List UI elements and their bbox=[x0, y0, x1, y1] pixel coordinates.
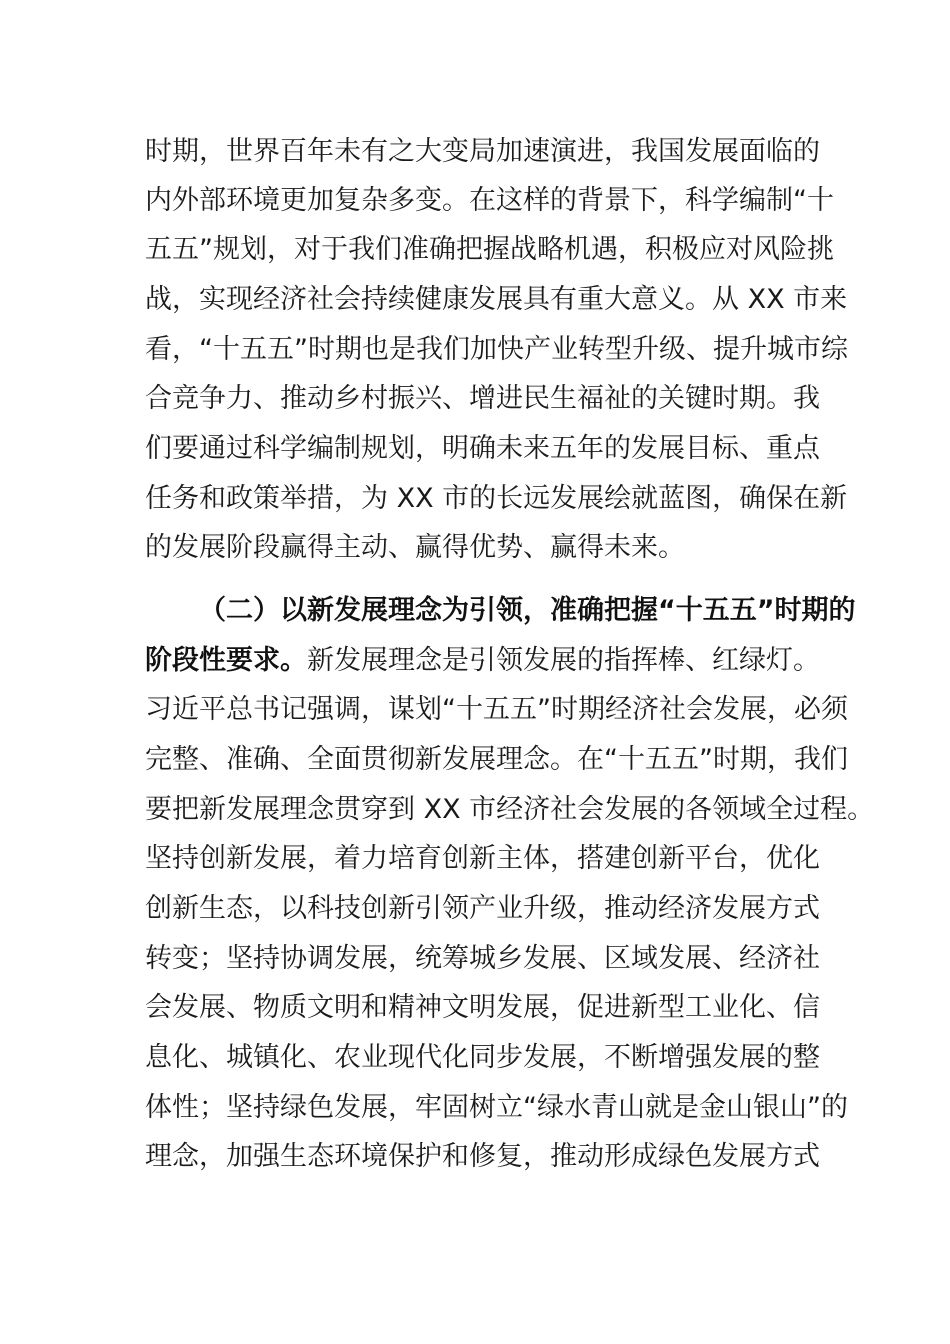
text-line: 转变；坚持协调发展，统筹城乡发展、区域发展、经济社 bbox=[145, 943, 820, 974]
text-line bbox=[145, 641, 845, 681]
text-line: 理念，加强生态环境保护和修复，推动形成绿色发展方式 bbox=[145, 1141, 820, 1172]
section-heading: （二）以新发展理念为引领，准确把握“十五五”时期的 bbox=[199, 595, 856, 626]
text-line: 看，“十五五”时期也是我们加快产业转型升级、提升城市综 bbox=[145, 334, 848, 365]
text-line: 合竞争力、推动乡村振兴、增进民生福祉的关键时期。我 bbox=[145, 383, 820, 414]
text-line: 坚持创新发展，着力培育创新主体，搭建创新平台，优化 bbox=[145, 843, 820, 874]
text-line: 的发展阶段赢得主动、赢得优势、赢得未来。 bbox=[145, 532, 685, 563]
text-line: 习近平总书记强调，谋划“十五五”时期经济社会发展，必须 bbox=[145, 694, 848, 725]
text-line: 创新生态，以科技创新引领产业升级，推动经济发展方式 bbox=[145, 893, 820, 924]
text-line: 五五”规划，对于我们准确把握战略机遇，积极应对风险挑 bbox=[145, 234, 834, 265]
text-line: 要把新发展理念贯穿到 XX 市经济社会发展的各领域全过程。 bbox=[145, 794, 875, 825]
text-line: 战，实现经济社会持续健康发展具有重大意义。从 XX 市来 bbox=[145, 284, 848, 315]
text-line: 体性；坚持绿色发展，牢固树立“绿水青山就是金山银山”的 bbox=[145, 1092, 848, 1123]
text-line: 完整、准确、全面贯彻新发展理念。在“十五五”时期，我们 bbox=[145, 744, 848, 775]
section-heading-end: 阶段性要求。 bbox=[145, 645, 307, 676]
text-line-rest: 新发展理念是引领发展的指挥棒、红绿灯。 bbox=[307, 645, 820, 676]
text-line: 内外部环境更加复杂多变。在这样的背景下，科学编制“十 bbox=[145, 185, 834, 216]
text-line: 息化、城镇化、农业现代化同步发展，不断增强发展的整 bbox=[145, 1042, 820, 1073]
text-line: 们要通过科学编制规划，明确未来五年的发展目标、重点 bbox=[145, 433, 820, 464]
text-line: 任务和政策举措，为 XX 市的长远发展绘就蓝图，确保在新 bbox=[145, 483, 848, 514]
text-line: 时期，世界百年未有之大变局加速演进，我国发展面临的 bbox=[145, 136, 820, 167]
text-line: 会发展、物质文明和精神文明发展，促进新型工业化、信 bbox=[145, 992, 820, 1023]
